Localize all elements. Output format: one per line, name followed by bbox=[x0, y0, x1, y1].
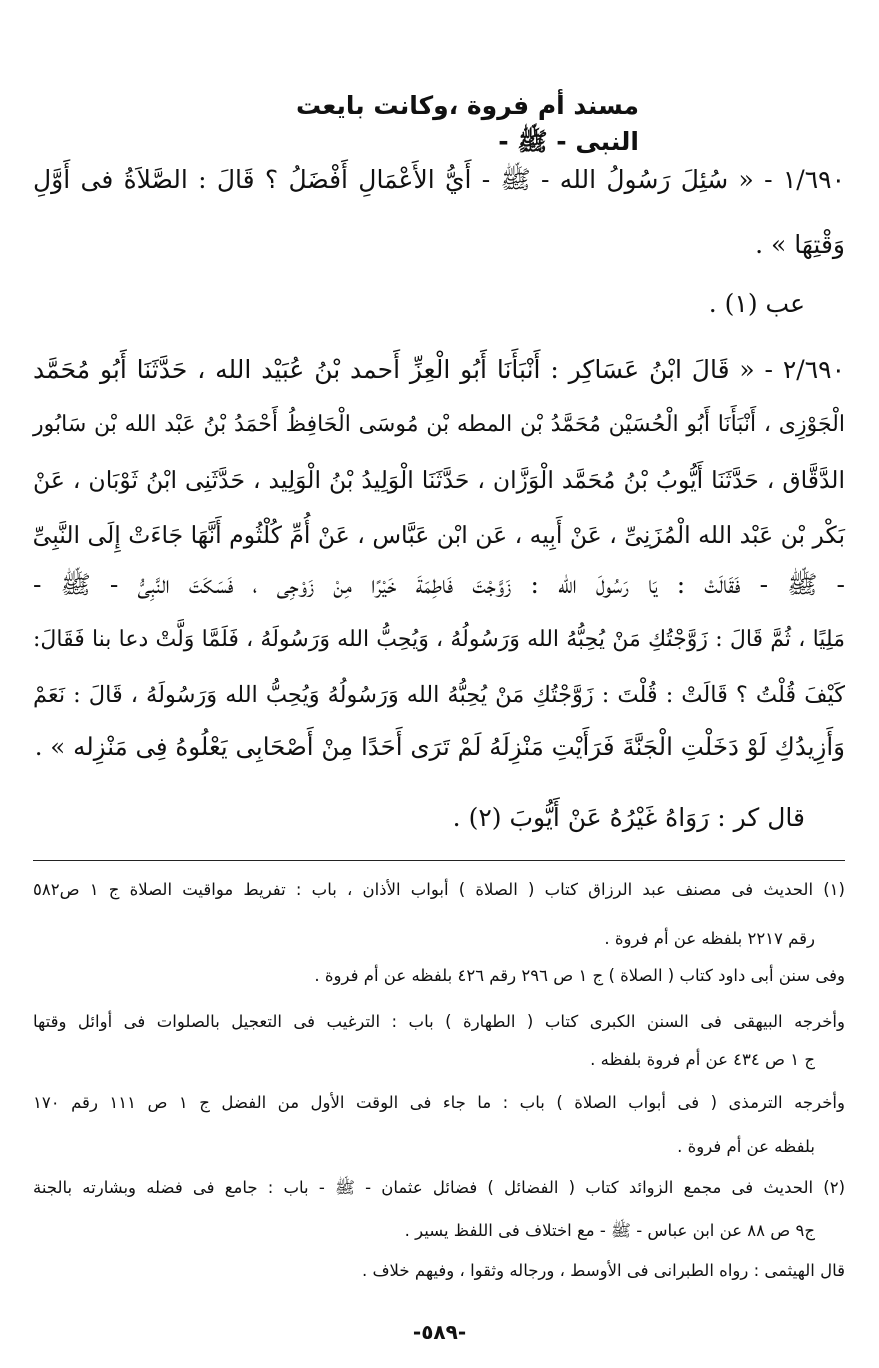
hadith-2-line-3: الدَّقَّاق ، حَدَّثَنَا أَيُّوبُ بْنُ مُحَمَّد الْوَزَّان ، حَدَّثَنَا الْوَلِيدُ بْنُ الْوَلِيد ، حَدَّثَنِى ابْنُ ثَوْبَان ، عَنْ bbox=[33, 466, 845, 494]
footnote-divider bbox=[33, 860, 845, 861]
hadith-1-line-2: وَقْتِهَا » . bbox=[755, 230, 845, 259]
footnote-2-line-2: ج٩ ص ٨٨ عن ابن عباس - ﷺ - مع اختلاف فى اللفظ يسير . bbox=[404, 1221, 815, 1240]
footnote-1-line-3: وفى سنن أبى داود كتاب ( الصلاة ) ج ١ ص ٢٩٦ رقم ٤٢٦ بلفظه عن أم فروة . bbox=[314, 966, 845, 985]
hadith-2-line-1: ٢/٦٩٠ - « قَالَ ابْنُ عَسَاكِر : أَنْبَأَنَا أَبُو الْعِزِّ أَحمد بْنُ عُبَيْد الله ، حَدَّثَنَا أَبُو مُحَمَّد bbox=[33, 355, 845, 384]
footnote-1-line-7: بلفظه عن أم فروة . bbox=[677, 1137, 815, 1156]
footnote-1-line-2: رقم ٢٢١٧ بلفظه عن أم فروة . bbox=[604, 929, 815, 948]
footnote-2-line-3: قال الهيثمى : رواه الطبرانى فى الأوسط ، ورجاله وثقوا ، وفيهم خلاف . bbox=[361, 1261, 845, 1280]
section-title: مسند أم فروة ،وكانت بايعت النبى - ﷺ - bbox=[295, 91, 639, 156]
footnote-1-line-6: وأخرجه الترمذى ( فى أبواب الصلاة ) باب : ما جاء فى الوقت الأول من الفضل ج ١ ص ١١١ رقم ١٧٠ bbox=[33, 1093, 845, 1112]
hadith-2-line-5: - ﷺ - فَقَالَتْ : يَا رَسُولَ الله : زَوَّجْتَ فَاطِمَةَ خَيْرًا مِنْ زَوْجِى ، فَسَكَتَ النَّبِىُّ - ﷺ - bbox=[33, 570, 845, 599]
hadith-2-line-7: كَيْفَ قُلْتُ ؟ قَالَتْ : قُلْتَ : زَوَّجْتُكِ مَنْ يُحِبُّهُ الله وَرَسُولُهُ وَيُحِبُّ الله وَرَسُولَهُ ، قَالَ : نَعَمْ bbox=[33, 682, 845, 708]
footnote-1-line-5: ج ١ ص ٤٣٤ عن أم فروة بلفظه . bbox=[590, 1050, 815, 1069]
footnote-2-line-1: (٢) الحديث فى مجمع الزوائد كتاب ( الفضائل ) فضائل عثمان - ﷺ - باب : جامع فى فضله وبشارته بالجنة bbox=[33, 1178, 845, 1197]
hadith-2-line-8: وَأَزِيدُكِ لَوْ دَخَلْتِ الْجَنَّةَ فَرَأَيْتِ مَنْزِلَهُ لَمْ تَرَى أَحَدًا مِنْ أَصْحَابِى يَعْلُوهُ فِى مَنْزِله » . bbox=[34, 732, 845, 761]
footnote-1-line-1: (١) الحديث فى مصنف عبد الرزاق كتاب ( الصلاة ) أبواب الأذان ، باب : تفريط مواقيت الصلاة ج ١ ص٥٨٢ bbox=[33, 880, 845, 899]
hadith-2-line-2: الْجَوْزِى ، أَنْبَأَنَا أَبُو الْحُسَيْن مُحَمَّدُ بْن المطه بْن مُوسَى الْحَافِظُ أَحْمَدُ بْنُ عَبْد الله بْن سَابُور bbox=[33, 412, 845, 437]
footnote-1-line-4: وأخرجه البيهقى فى السنن الكبرى كتاب ( الطهارة ) باب : الترغيب فى التعجيل بالصلوات فى أوائل وقتها bbox=[33, 1012, 845, 1031]
hadith-1-source: عب (١) . bbox=[708, 289, 805, 318]
page-number: -٥٨٩- bbox=[412, 1320, 467, 1344]
hadith-2-source: قال كر : رَوَاهُ غَيْرُهُ عَنْ أَيُّوبَ (٢) . bbox=[452, 803, 805, 832]
hadith-1-line-1: ١/٦٩٠ - « سُئِلَ رَسُولُ الله - ﷺ - أَيُّ الأَعْمَالِ أَفْضَلُ ؟ قَالَ : الصَّلاَةُ فى أَوَّلِ bbox=[33, 165, 845, 194]
hadith-2-line-6: مَلِيًا ، ثُمَّ قَالَ : زَوَّجْتُكِ مَنْ يُحِبُّهُ الله وَرَسُولُهُ ، وَيُحِبُّ الله وَرَسُولَهُ ، فَلَمَّا وَلَّتْ دعا بنا فَقَالَ: bbox=[33, 627, 845, 652]
hadith-2-line-4: بَكْر بْن عَبْد الله الْمُزَنِىِّ ، عَنْ أَبِيه ، عَن ابْن عَبَّاس ، عَنْ أُمِّ كُلْثُوم أَنَّهَا جَاءَتْ إِلَى النَّبِىِّ bbox=[32, 521, 845, 549]
